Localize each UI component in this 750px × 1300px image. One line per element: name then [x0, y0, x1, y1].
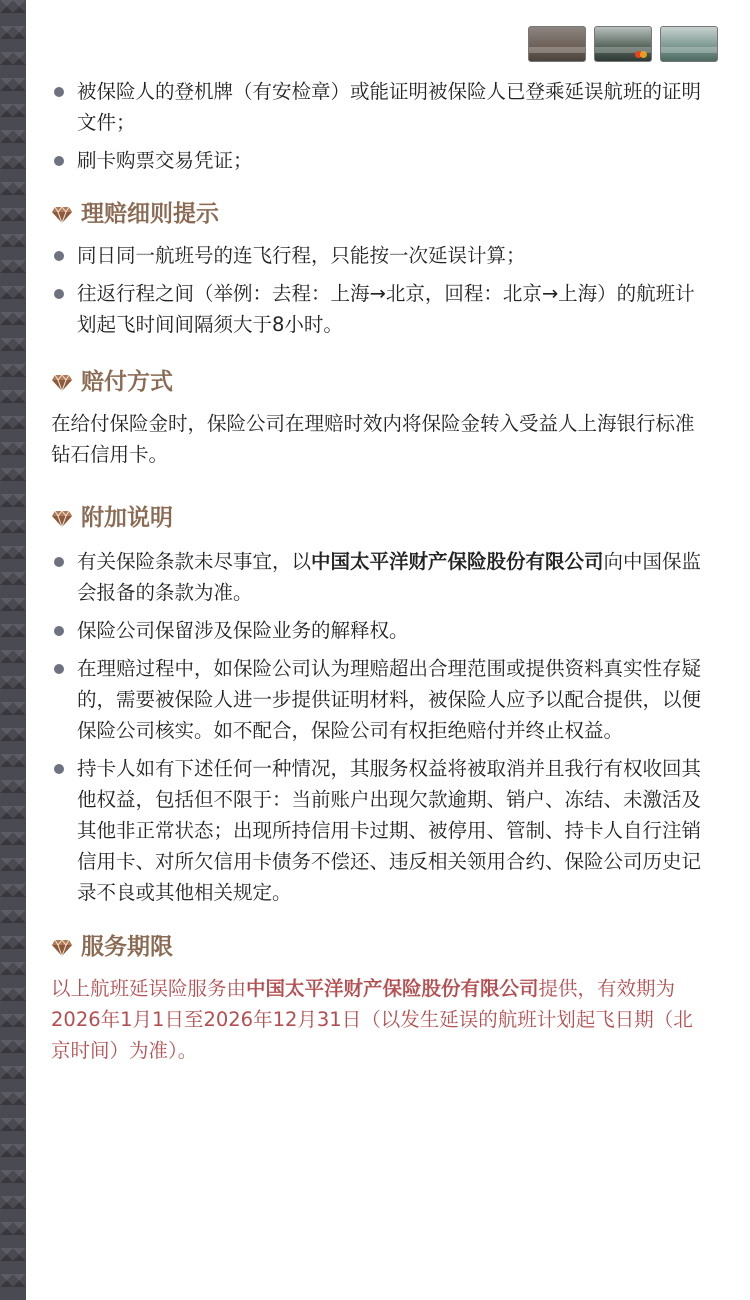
list-item: 在理赔过程中，如保险公司认为理赔超出合理范围或提供资料真实性存疑的，需要被保险人进一步提供证明材料，被保险人应予以配合提供，以便保险公司核实。如不配合，保险公司有权拒绝赔付并终止权益。 — [51, 653, 703, 746]
section-heading-additional-notes — [51, 503, 703, 534]
section-heading-claims-rules — [51, 199, 703, 230]
period-text: 以上航班延误险服务由 — [51, 977, 247, 1000]
period-text: 提供，有效期为2026年1月1日至2026年12月31日（以发生延误的航班计划起飞日期（北京时间）为准）。 — [51, 977, 693, 1062]
section-title: 赔付方式 — [81, 369, 173, 395]
list-item: 保险公司保留涉及保险业务的解释权。 — [51, 615, 703, 646]
terms-content — [51, 76, 703, 1066]
list-item: 往返行程之间（举例：去程：上海→北京，回程：北京→上海）的航班计划起飞时间间隔须大于8小时。 — [51, 278, 703, 340]
required-documents-list — [51, 76, 703, 176]
list-item: 持卡人如有下述任何一种情况，其服务权益将被取消并且我行有权收回其他权益，包括但不限于：当前账户出现欠款逾期、销户、冻结、未激活及其他非正常状态；出现所持信用卡过期、被停用、管制、持卡人自行注销信用卡、对所欠信用卡债务不偿还、违反相关领用合约、保险公司历史记录不良或其他相关规定。 — [51, 753, 703, 908]
section-title: 服务期限 — [81, 934, 173, 960]
section-title: 附加说明 — [81, 505, 173, 531]
section-heading-service-period — [51, 932, 703, 963]
list-item: 刷卡购票交易凭证； — [51, 145, 703, 176]
decorative-side-strip — [0, 0, 26, 1300]
service-period-text — [51, 973, 703, 1066]
insurer-name: 中国太平洋财产保险股份有限公司 — [246, 977, 539, 1000]
list-item: 被保险人的登机牌（有安检章）或能证明被保险人已登乘延误航班的证明文件； — [51, 76, 703, 138]
diamond-icon — [51, 374, 73, 392]
insurer-name: 中国太平洋财产保险股份有限公司 — [311, 550, 604, 573]
credit-card-icon — [660, 26, 718, 62]
diamond-icon — [51, 206, 73, 224]
credit-card-icon — [528, 26, 586, 62]
section-heading-payment-method — [51, 367, 703, 398]
claims-rules-list — [51, 240, 703, 340]
card-thumbnails — [528, 26, 718, 62]
additional-notes-list — [51, 546, 703, 908]
section-title: 理赔细则提示 — [81, 201, 219, 227]
list-item: 同日同一航班号的连飞行程，只能按一次延误计算； — [51, 240, 703, 271]
note-text: 有关保险条款未尽事宜，以 — [77, 550, 312, 573]
note-text: 向中国保监会报备的条款为准。 — [77, 550, 702, 604]
payment-method-text: 在给付保险金时，保险公司在理赔时效内将保险金转入受益人上海银行标准钻石信用卡。 — [51, 412, 695, 466]
diamond-icon — [51, 510, 73, 528]
list-item — [51, 546, 703, 608]
credit-card-mastercard-icon — [594, 26, 652, 62]
diamond-icon — [51, 939, 73, 957]
